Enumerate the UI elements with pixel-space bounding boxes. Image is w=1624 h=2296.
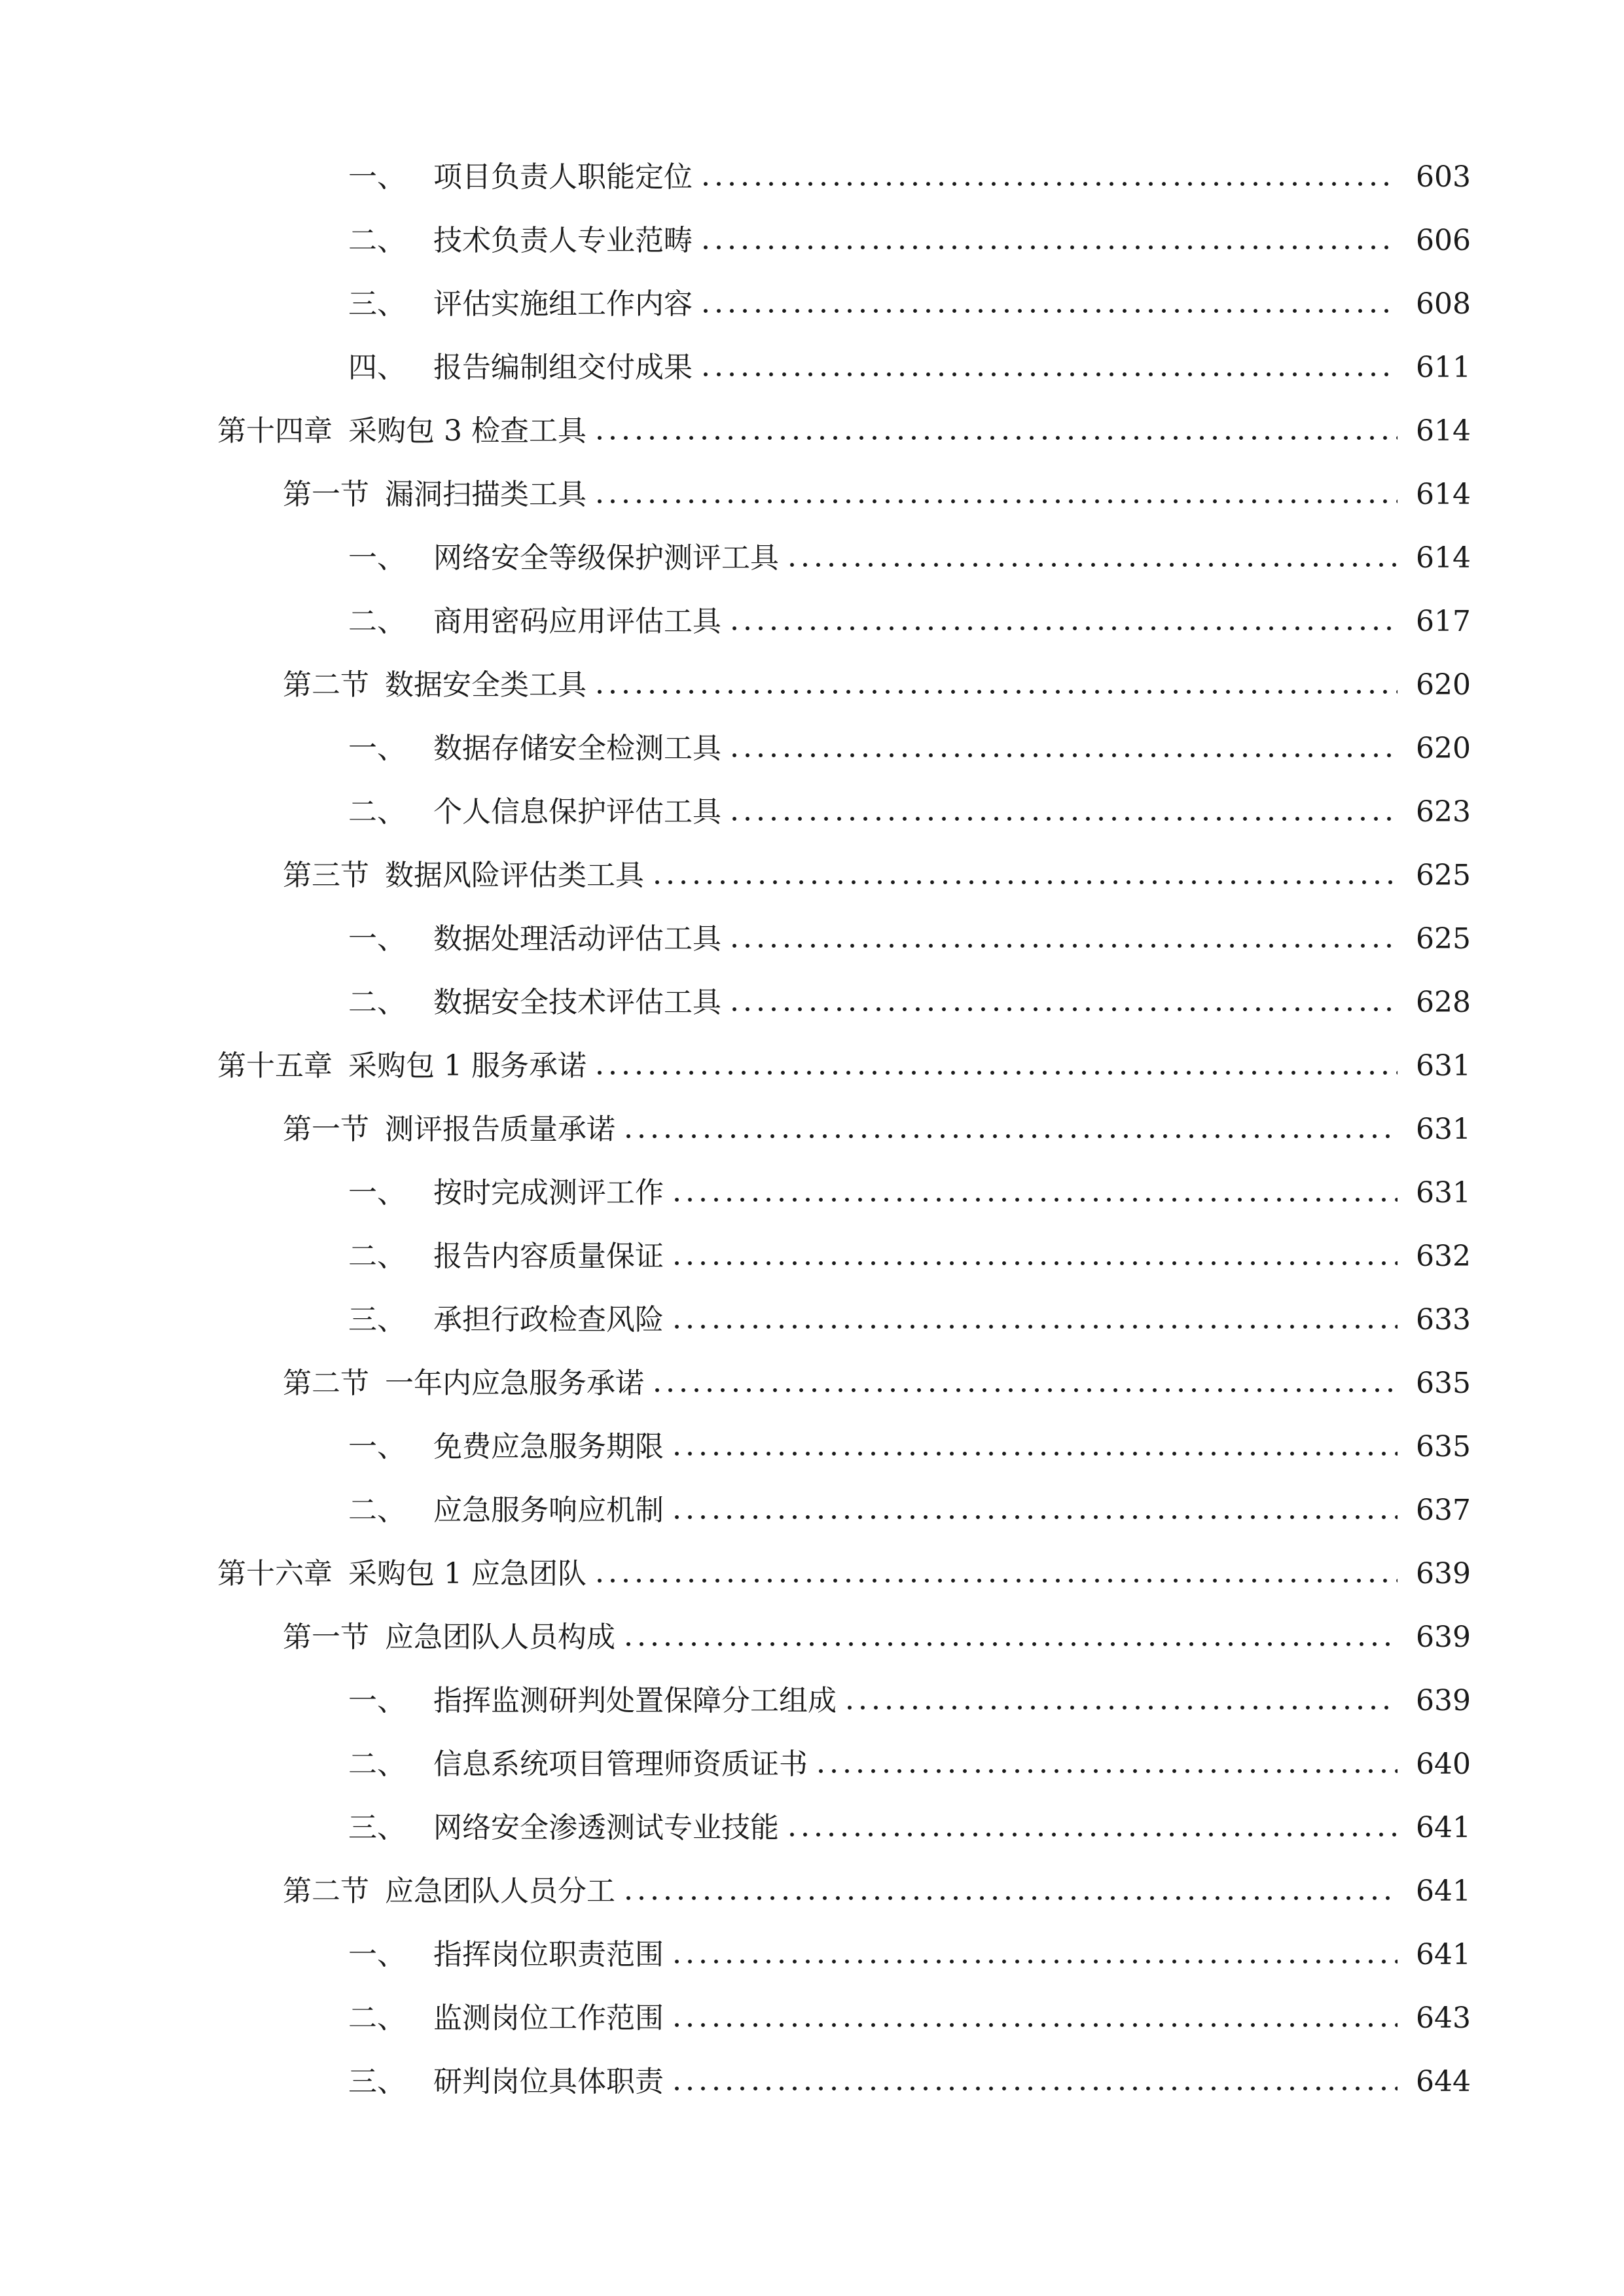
toc-entry-title: 采购包 3 检查工具	[348, 414, 586, 448]
toc-entry-page: 643	[1416, 2001, 1471, 2035]
dot-leader	[622, 1877, 1398, 1906]
toc-entry-page: 617	[1416, 604, 1471, 638]
toc-entry-page: 606	[1416, 223, 1471, 257]
toc-entry[interactable]	[0, 780, 1624, 844]
dot-leader	[593, 671, 1398, 700]
toc-entry-page: 633	[1416, 1302, 1471, 1336]
toc-entry-page: 625	[1416, 858, 1471, 892]
toc-entry[interactable]	[0, 1479, 1624, 1542]
toc-entry[interactable]	[0, 1034, 1624, 1098]
toc-entry-title: 一年内应急服务承诺	[385, 1366, 644, 1400]
toc-entry[interactable]	[0, 844, 1624, 907]
toc-entry-title: 采购包 1 服务承诺	[348, 1049, 586, 1083]
toc-entry[interactable]	[0, 336, 1624, 399]
toc-entry-number: 二、	[348, 2001, 406, 2035]
toc-entry[interactable]	[0, 145, 1624, 209]
dot-leader	[622, 1623, 1398, 1652]
toc-entry-page: 644	[1416, 2064, 1471, 2098]
toc-entry-title: 指挥岗位职责范围	[433, 1937, 664, 1971]
toc-entry-title: 数据风险评估类工具	[385, 858, 644, 892]
toc-entry-title: 数据安全类工具	[385, 668, 586, 702]
toc-entry[interactable]	[0, 1288, 1624, 1352]
toc-entry-title: 按时完成测评工作	[433, 1175, 664, 1210]
toc-entry-page: 614	[1416, 541, 1471, 575]
toc-entry-number: 一、	[348, 1429, 406, 1463]
toc-entry-number: 一、	[348, 1175, 406, 1210]
toc-entry[interactable]	[0, 1415, 1624, 1479]
dot-leader	[670, 2004, 1398, 2033]
toc-entry-title: 采购包 1 应急团队	[348, 1556, 586, 1590]
dot-leader	[670, 1941, 1398, 1969]
toc-entry[interactable]	[0, 1669, 1624, 1732]
toc-entry-page: 635	[1416, 1366, 1471, 1400]
toc-entry-title: 漏洞扫描类工具	[385, 477, 586, 511]
toc-entry[interactable]	[0, 1923, 1624, 1986]
toc-entry[interactable]	[0, 907, 1624, 971]
toc-entry-number: 第二节	[283, 1366, 369, 1400]
toc-entry-title: 项目负责人职能定位	[433, 160, 693, 194]
dot-leader	[670, 1306, 1398, 1335]
toc-entry-page: 639	[1416, 1620, 1471, 1654]
toc-entry-title: 网络安全等级保护测评工具	[433, 541, 779, 575]
dot-leader	[699, 353, 1398, 382]
toc-entry-number: 第三节	[283, 858, 369, 892]
dot-leader	[622, 1115, 1398, 1144]
toc-entry-title: 个人信息保护评估工具	[433, 795, 721, 829]
toc-entry-number: 第一节	[283, 1620, 369, 1654]
toc-entry-page: 640	[1416, 1747, 1471, 1781]
toc-entry-page: 641	[1416, 1810, 1471, 1844]
dot-leader	[785, 544, 1398, 573]
dot-leader	[593, 1052, 1398, 1081]
toc-entry[interactable]	[0, 971, 1624, 1034]
toc-entry-title: 信息系统项目管理师资质证书	[433, 1747, 808, 1781]
toc-entry[interactable]	[0, 399, 1624, 463]
toc-entry-page: 620	[1416, 668, 1471, 702]
toc-entry-number: 三、	[348, 1810, 406, 1844]
toc-entry-number: 二、	[348, 1493, 406, 1527]
toc-entry-title: 承担行政检查风险	[433, 1302, 664, 1336]
toc-entry-title: 商用密码应用评估工具	[433, 604, 721, 638]
toc-entry-number: 三、	[348, 2064, 406, 2098]
dot-leader	[651, 861, 1398, 890]
toc-entry-number: 二、	[348, 795, 406, 829]
toc-entry-number: 二、	[348, 1239, 406, 1273]
toc-entry-title: 评估实施组工作内容	[433, 287, 693, 321]
toc-entry-page: 635	[1416, 1429, 1471, 1463]
toc-entry-title: 应急服务响应机制	[433, 1493, 664, 1527]
toc-entry-number: 二、	[348, 604, 406, 638]
toc-entry-number: 二、	[348, 223, 406, 257]
dot-leader	[728, 607, 1398, 636]
toc-entry-page: 614	[1416, 477, 1471, 511]
toc-entry-title: 指挥监测研判处置保障分工组成	[433, 1683, 837, 1717]
toc-entry[interactable]	[0, 209, 1624, 272]
toc-entry-number: 一、	[348, 1683, 406, 1717]
toc-entry-number: 第一节	[283, 477, 369, 511]
dot-leader	[785, 1814, 1398, 1842]
toc-entry[interactable]	[0, 1732, 1624, 1796]
toc-entry[interactable]	[0, 526, 1624, 590]
toc-entry-number: 三、	[348, 1302, 406, 1336]
toc-entry-page: 632	[1416, 1239, 1471, 1273]
toc-entry-page: 614	[1416, 414, 1471, 448]
toc-entry-number: 第一节	[283, 1112, 369, 1146]
toc-entry-page: 639	[1416, 1556, 1471, 1590]
dot-leader	[699, 290, 1398, 319]
toc-entry-page: 611	[1416, 350, 1471, 384]
toc-entry[interactable]	[0, 1352, 1624, 1415]
toc-entry-number: 一、	[348, 541, 406, 575]
toc-entry-number: 一、	[348, 1937, 406, 1971]
toc-entry-page: 603	[1416, 160, 1471, 194]
toc-entry[interactable]	[0, 590, 1624, 653]
toc-entry-number: 二、	[348, 985, 406, 1019]
toc-entry-title: 免费应急服务期限	[433, 1429, 664, 1463]
dot-leader	[843, 1687, 1398, 1715]
toc-entry-page: 625	[1416, 922, 1471, 956]
toc-entry-number: 四、	[348, 350, 406, 384]
toc-entry[interactable]	[0, 1098, 1624, 1161]
dot-leader	[699, 163, 1398, 192]
toc-entry-number: 第十五章	[217, 1049, 333, 1083]
toc-entry-page: 631	[1416, 1112, 1471, 1146]
toc-entry[interactable]	[0, 1796, 1624, 1859]
toc-entry-title: 测评报告质量承诺	[385, 1112, 615, 1146]
dot-leader	[670, 1242, 1398, 1271]
toc-entry[interactable]	[0, 1986, 1624, 2050]
toc-entry[interactable]	[0, 1859, 1624, 1923]
toc-entry[interactable]	[0, 272, 1624, 336]
dot-leader	[670, 1433, 1398, 1462]
toc-entry-number: 第二节	[283, 668, 369, 702]
toc-entry[interactable]	[0, 717, 1624, 780]
toc-entry-page: 631	[1416, 1175, 1471, 1210]
toc-entry[interactable]	[0, 463, 1624, 526]
toc-entry-page: 623	[1416, 795, 1471, 829]
toc-entry-number: 二、	[348, 1747, 406, 1781]
toc-entry-number: 三、	[348, 287, 406, 321]
dot-leader	[728, 925, 1398, 954]
toc-entry-title: 技术负责人专业范畴	[433, 223, 693, 257]
toc-entry-title: 监测岗位工作范围	[433, 2001, 664, 2035]
toc-entry[interactable]	[0, 1225, 1624, 1288]
dot-leader	[651, 1369, 1398, 1398]
toc-entry-number: 一、	[348, 922, 406, 956]
dot-leader	[593, 480, 1398, 509]
dot-leader	[814, 1750, 1398, 1779]
toc-entry[interactable]	[0, 1605, 1624, 1669]
toc-entry-title: 数据处理活动评估工具	[433, 922, 721, 956]
toc-entry-number: 第十四章	[217, 414, 333, 448]
toc-entry-number: 一、	[348, 160, 406, 194]
dot-leader	[728, 988, 1398, 1017]
toc-entry-number: 一、	[348, 731, 406, 765]
toc-entry-title: 报告编制组交付成果	[433, 350, 693, 384]
toc-entry-title: 数据存储安全检测工具	[433, 731, 721, 765]
toc-entry-page: 628	[1416, 985, 1471, 1019]
toc-entry-title: 应急团队人员分工	[385, 1874, 615, 1908]
toc-entry-title: 网络安全渗透测试专业技能	[433, 1810, 779, 1844]
dot-leader	[670, 2068, 1398, 2096]
toc-entry-page: 608	[1416, 287, 1471, 321]
toc-entry[interactable]	[0, 1542, 1624, 1605]
toc-entry-page: 641	[1416, 1874, 1471, 1908]
toc-entry-title: 数据安全技术评估工具	[433, 985, 721, 1019]
toc-entry-page: 620	[1416, 731, 1471, 765]
dot-leader	[593, 417, 1398, 446]
toc-entry-title: 报告内容质量保证	[433, 1239, 664, 1273]
toc-entry-number: 第二节	[283, 1874, 369, 1908]
dot-leader	[670, 1179, 1398, 1208]
toc-entry-page: 631	[1416, 1049, 1471, 1083]
toc-entry[interactable]	[0, 2050, 1624, 2113]
dot-leader	[728, 734, 1398, 763]
toc-entry[interactable]	[0, 1161, 1624, 1225]
dot-leader	[728, 798, 1398, 827]
toc-entry-title: 研判岗位具体职责	[433, 2064, 664, 2098]
toc-entry-number: 第十六章	[217, 1556, 333, 1590]
toc-entry-page: 641	[1416, 1937, 1471, 1971]
toc-entry-page: 639	[1416, 1683, 1471, 1717]
dot-leader	[670, 1496, 1398, 1525]
dot-leader	[699, 226, 1398, 255]
dot-leader	[593, 1560, 1398, 1588]
toc-entry-title: 应急团队人员构成	[385, 1620, 615, 1654]
toc-entry-page: 637	[1416, 1493, 1471, 1527]
toc-entry[interactable]	[0, 653, 1624, 717]
